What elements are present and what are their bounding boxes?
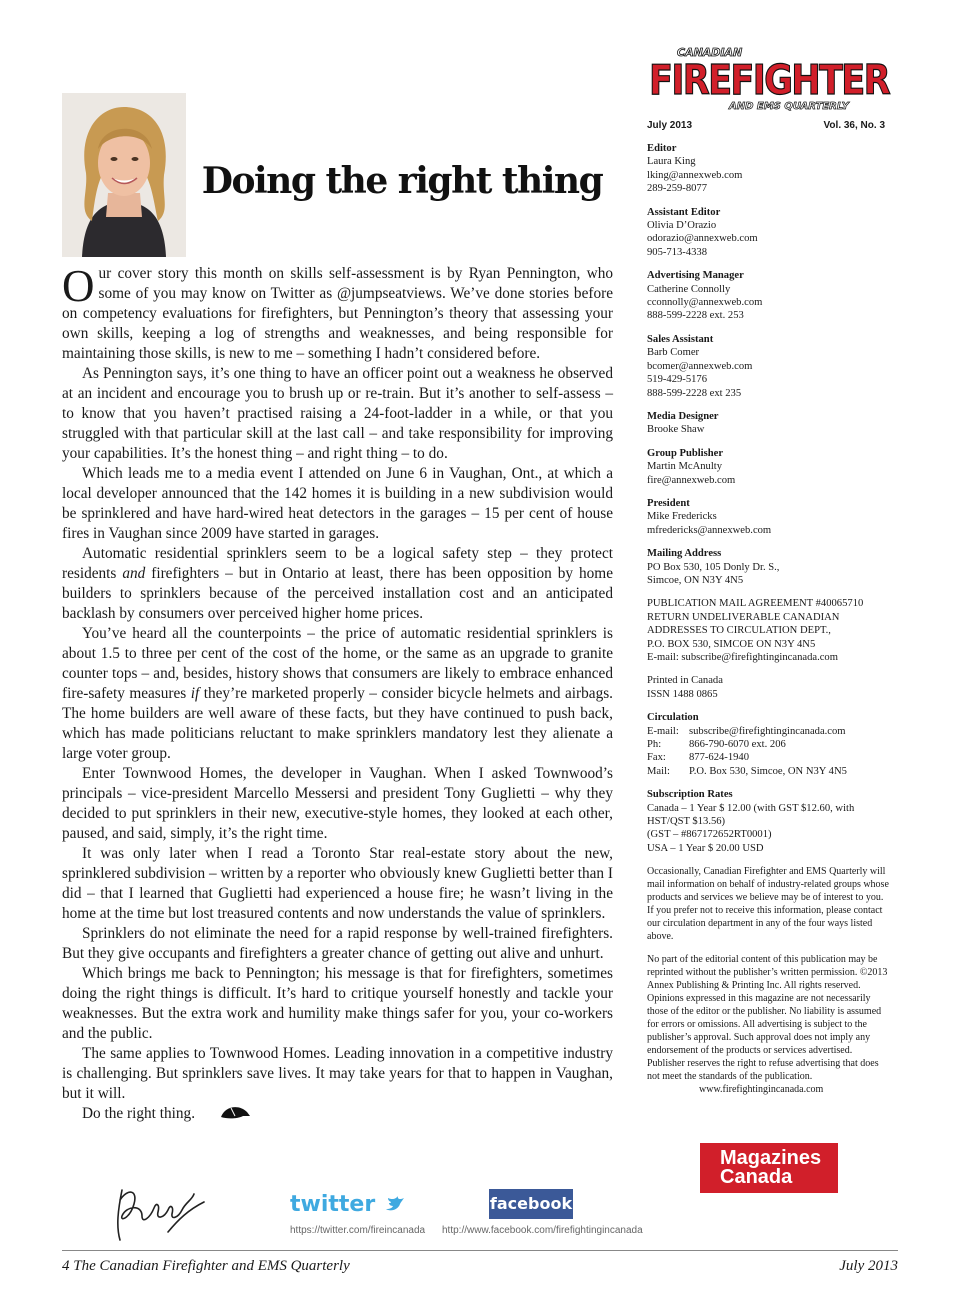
paragraph: As Pennington says, it’s one thing to have an officer point out a weakness he observed at an incident and encourage you to brush up or re-train. But it’s another to self-assess – to know that you haven’t practised raising a 24-foot-ladder in a while, or that you struggled with that particular skill at the last call – and take responsibility for improving your capabilities. It’s the honest thing – and right thing – to do. — [62, 365, 613, 462]
issn-line: ISSN 1488 0865 — [647, 688, 718, 700]
staff-detail: Laura King — [647, 156, 696, 168]
issue-line — [647, 120, 885, 131]
staff-detail: Mike Fredericks — [647, 511, 717, 523]
paragraph-text: they’re marketed properly – consider bicycle helmets and airbags. The home builders are well aware of these facts, but they have continued to push back, which has made politicians reluctant to make sprinklers mandatory lest they alienate a large voter group. — [62, 685, 613, 762]
staff-detail: Brooke Shaw — [647, 424, 705, 436]
mail-line: ADDRESSES TO CIRCULATION DEPT., — [647, 625, 831, 637]
mail-line: PUBLICATION MAIL AGREEMENT #40065710 — [647, 598, 864, 610]
editor-photo — [62, 93, 186, 257]
paragraph: Sprinklers do not eliminate the need for a rapid response by well-trained firefighters. But they give occupants and firefighters a greater chance of getting out alive and unhurt. — [62, 925, 613, 962]
staff-detail: 519-429-5176 — [647, 374, 708, 386]
staff-block — [647, 142, 892, 196]
paragraph: Which brings me back to Pennington; his message is that for firefighters, sometimes doing the right things is difficult. It’s hard to critique yourself honestly and tackle your weaknesses. But the extra work and humility make things safer for you, your co-workers and the public. — [62, 965, 613, 1042]
notices — [647, 865, 892, 1096]
footer-rule — [62, 1250, 898, 1251]
staff-block — [647, 547, 892, 587]
emphasis: if — [190, 685, 200, 702]
paragraph-text: Automatic residential sprinklers seem to be a logical safety step – they protect residents — [62, 545, 613, 582]
staff-block — [647, 497, 892, 537]
brand-sub: AND EMS QUARTERLY — [729, 101, 849, 112]
subscription-heading: Subscription Rates — [647, 789, 733, 801]
circ-value: P.O. Box 530, Simcoe, ON N3Y 4N5 — [689, 765, 847, 777]
printed-block — [647, 674, 892, 701]
staff-role: President — [647, 497, 690, 509]
staff-block — [647, 447, 892, 487]
facebook-logo[interactable]: facebook — [489, 1189, 573, 1219]
website-link[interactable]: www.firefightingincanada.com — [699, 1084, 824, 1096]
drop-cap: O — [62, 261, 95, 311]
facebook-url[interactable]: http://www.facebook.com/firefightingincanada — [442, 1225, 643, 1236]
circ-value: subscribe@firefightingincanada.com — [689, 725, 846, 737]
staff-list — [647, 142, 892, 587]
staff-detail: Barb Comer — [647, 347, 700, 359]
brand-top: CANADIAN — [677, 46, 743, 59]
mail-line: RETURN UNDELIVERABLE CANADIAN — [647, 611, 840, 623]
staff-block — [647, 269, 892, 323]
subscription-line: USA – 1 Year $ 20.00 USD — [647, 842, 764, 854]
mailing-notice: Occasionally, Canadian Firefighter and EMS Quarterly will mail information on behalf of industry-related groups whose products and services we believe may be of interest to you. If you prefer not to receive this information, please contact our circulation department in any of the four ways listed above. — [647, 866, 889, 943]
brand-main: FIREFIGHTER — [649, 56, 891, 104]
magazines-canada-logo — [700, 1143, 838, 1193]
staff-detail: bcomer@annexweb.com — [647, 360, 753, 372]
staff-detail: mfredericks@annexweb.com — [647, 524, 772, 536]
paragraph: It was only later when I read a Toronto Star real-estate story about the new, sprinklered subdivision – written by a reporter who obviously knew Guglietti better than I did – that I learned that Guglietti had experienced a house fire; he wasn’t living in the home at the time but lost treasured contents and now understands the value of sprinklers. — [62, 845, 614, 922]
twitter-url[interactable]: https://twitter.com/fireincanada — [290, 1225, 426, 1236]
circ-value: 866-790-6070 ext. 206 — [689, 739, 786, 751]
firefighter-helmet-icon — [199, 1104, 251, 1126]
article-body — [62, 261, 614, 1126]
staff-detail: 888-599-2228 ext. 253 — [647, 310, 744, 322]
staff-detail: Martin McAnulty — [647, 461, 723, 473]
staff-detail: Simcoe, ON N3Y 4N5 — [647, 574, 744, 586]
paragraph: The same applies to Townwood Homes. Leading innovation in a competitive industry is challenging. But sprinklers save lives. It may take years for that to happen in Vaughan, but it will. — [62, 1045, 613, 1102]
mail-line: E-mail: subscribe@firefightingincanada.com — [647, 652, 838, 663]
twitter-bird-icon — [386, 1196, 404, 1210]
paragraph — [62, 261, 613, 364]
staff-detail: fire@annexweb.com — [647, 474, 736, 486]
staff-detail: 905-713-4338 — [647, 246, 708, 258]
circulation-block — [647, 711, 892, 778]
staff-detail: 888-599-2228 ext 235 — [647, 387, 742, 399]
paragraph-text: ur cover story this month on skills self-assessment is by Ryan Pennington, who some of you may know on Twitter as @jumpseatviews. We’ve done stories before on competency evaluations for firefighters, but Pennington’s theory that assessing your own skills, keeping a log of strengths and weaknesses, and being responsible for maintaining those skills, is new to me – something I hadn’t considered before. — [62, 265, 613, 362]
staff-role: Editor — [647, 143, 677, 154]
subscription-line: HST/QST $13.56) — [647, 816, 726, 828]
mail-line: P.O. BOX 530, SIMCOE ON N3Y 4N5 — [647, 638, 816, 650]
staff-block — [647, 410, 892, 437]
signature — [108, 1160, 218, 1250]
circ-label: Ph: — [647, 739, 662, 751]
paragraph — [62, 1104, 613, 1126]
mc-line1: Magazines — [720, 1147, 822, 1169]
twitter-logo[interactable] — [290, 1190, 412, 1221]
paragraph-text: You’ve heard all the counterpoints – the price of automatic residential sprinklers is about 1.5 to three per cent of the cost of the home, or the same as an upgrade to granite counter tops – and, besides, history shows that consumers are likely to embrace enhanced fire-safety measures — [62, 625, 613, 702]
page-title: Doing the right thing — [201, 160, 603, 202]
circ-label: Fax: — [647, 752, 666, 764]
paragraph: Which leads me to a media event I attended on June 6 in Vaughan, Ont., at which a local developer announced that the 142 homes it is building in a new subdivision would be sprinklered and have hard-wired heat detectors in the garages – 15 per cent of house fires in Vaughan since 2009 have started in garages. — [62, 465, 613, 542]
circ-label: Mail: — [647, 765, 670, 777]
staff-detail: Olivia D’Orazio — [647, 220, 717, 232]
staff-detail: odorazio@annexweb.com — [647, 233, 758, 245]
copyright-notice: No part of the editorial content of this publication may be reprinted without the publisher’s written permission. ©2013 Annex Publishing & Printing Inc. All rights reserved. Opinions expressed in this magazine are not necessarily those of the editor or the publisher. No liability is assumed for errors or omissions. All advertising is subject to the publisher’s approval. Such approval does not imply any endorsement of the products or services advertised. Publisher reserves the right to refuse advertising that does not meet the standards of the publication. — [647, 954, 888, 1083]
staff-detail: PO Box 530, 105 Donly Dr. S., — [647, 561, 780, 573]
publication-mail-block — [647, 597, 892, 664]
twitter-wordmark: twitter — [290, 1192, 376, 1217]
subscription-block — [647, 788, 892, 855]
circulation-table — [647, 725, 892, 779]
circulation-heading: Circulation — [647, 712, 699, 724]
footer-date: July 2013 — [839, 1258, 898, 1274]
staff-detail: cconnolly@annexweb.com — [647, 297, 763, 309]
volume-number: Vol. 36, No. 3 — [823, 120, 885, 131]
staff-role: Group Publisher — [647, 447, 724, 459]
paragraph: Enter Townwood Homes, the developer in Vaughan. When I asked Townwood’s principals – vice-president Marcello Messersi and president Tony Guglietti – why they decided to put sprinklers in their new, executive-style homes, they looked at each other, paused, and said, simply, it’s the right time. — [62, 765, 613, 842]
circ-value: 877-624-1940 — [689, 752, 750, 764]
staff-detail: lking@annexweb.com — [647, 169, 743, 181]
staff-block — [647, 206, 892, 260]
subscription-line: (GST – #867172652RT0001) — [647, 829, 772, 841]
staff-role: Advertising Manager — [647, 270, 744, 282]
staff-box — [647, 142, 892, 1096]
printed-line: Printed in Canada — [647, 675, 723, 687]
footer-folio: 4 The Canadian Firefighter and EMS Quarterly — [62, 1258, 350, 1274]
masthead-logo — [645, 44, 895, 114]
staff-role: Sales Assistant — [647, 333, 714, 345]
circ-label: E-mail: — [647, 725, 679, 737]
paragraph-text: Do the right thing. — [82, 1105, 196, 1122]
staff-role: Media Designer — [647, 410, 719, 422]
subscription-line: Canada – 1 Year $ 12.00 (with GST $12.60, with — [647, 802, 855, 814]
staff-role: Mailing Address — [647, 548, 722, 560]
emphasis: and — [122, 565, 146, 582]
staff-role: Assistant Editor — [647, 206, 721, 218]
staff-detail: 289-259-8077 — [647, 183, 708, 195]
mc-line2: Canada — [720, 1166, 793, 1188]
issue-date: July 2013 — [647, 120, 693, 131]
paragraph — [62, 544, 613, 624]
paragraph-text: firefighters – but in Ontario at least, there has been opposition by home builders to sprinklers because of the perceived installation cost and an anticipated backlash by consumers over perceived higher home prices. — [62, 565, 613, 622]
staff-block — [647, 333, 892, 400]
staff-detail: Catherine Connolly — [647, 283, 731, 295]
paragraph — [62, 624, 613, 764]
